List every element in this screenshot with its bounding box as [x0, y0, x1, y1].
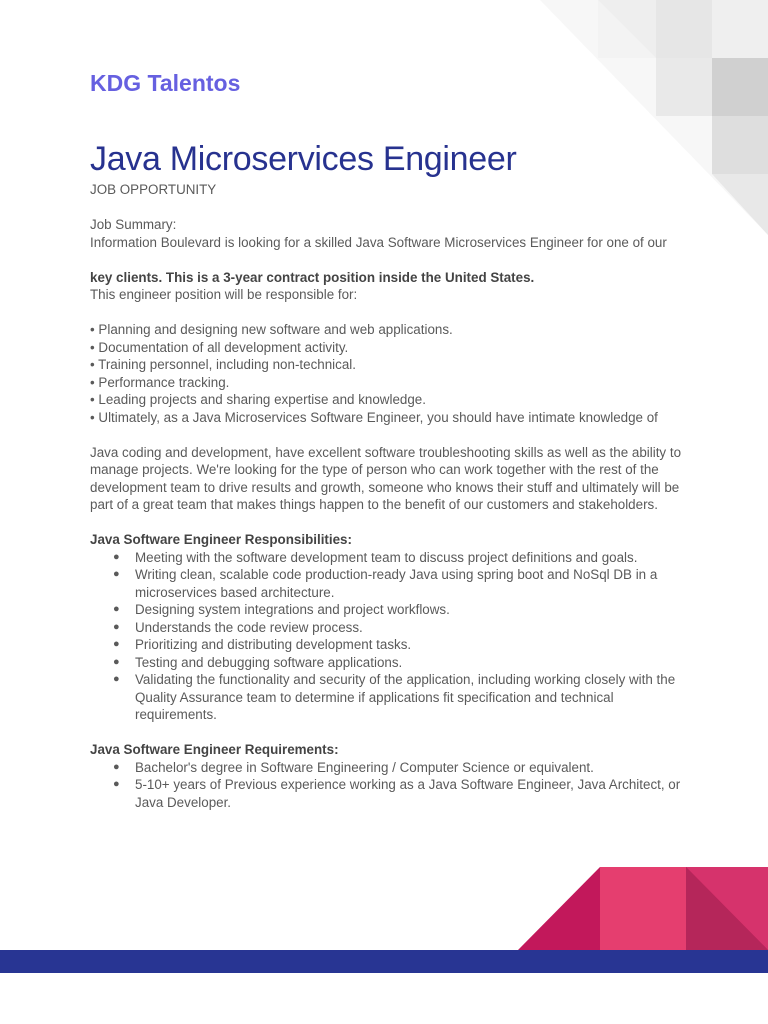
requirements-heading: Java Software Engineer Requirements: — [90, 742, 339, 757]
bottom-right-decoration — [0, 862, 768, 952]
duty-item: • Training personnel, including non-technical. — [90, 357, 356, 372]
responsibilities-heading: Java Software Engineer Responsibilities: — [90, 532, 352, 547]
list-item: ● Designing system integrations and project workflows. — [90, 601, 686, 619]
summary-intro: Information Boulevard is looking for a skilled Java Software Microservices Engineer for one of our — [90, 234, 667, 250]
summary-heading: Job Summary: — [90, 217, 177, 232]
duty-item: • Documentation of all development activity. — [90, 339, 349, 355]
list-item: ● Understands the code review process. — [90, 619, 686, 637]
footer-bar — [0, 950, 768, 973]
list-item: ● Writing clean, scalable code production-ready Java using spring boot and NoSql DB in a microservices based architecture. — [90, 566, 686, 601]
list-item: ● Bachelor's degree in Software Engineering / Computer Science or equivalent. — [90, 759, 686, 777]
list-item: ● Validating the functionality and security of the application, including working closely with the Quality Assurance team to determine if applications fit specification and technical requirements. — [90, 671, 686, 724]
list-item: ● Prioritizing and distributing development tasks. — [90, 636, 686, 654]
subtitle: JOB OPPORTUNITY — [90, 182, 217, 197]
list-item: ● Testing and debugging software applications. — [90, 654, 686, 672]
duty-item: • Ultimately, as a Java Microservices Software Engineer, you should have intimate knowledge of — [90, 409, 658, 425]
list-item: ● Meeting with the software development team to discuss project definitions and goals. — [90, 549, 686, 567]
responsibilities-list — [90, 549, 686, 724]
document-body — [90, 181, 686, 811]
description-paragraph: Java coding and development, have excellent software troubleshooting skills as well as the ability to manage projects. We're looking for the type of person who can work together with the rest of the development team to drive results and growth, someone who knows their stuff and ultimately will be part of a great team that makes things happen to the benefit of our customers and stakeholders. — [90, 444, 682, 512]
duty-item: • Leading projects and sharing expertise and knowledge. — [90, 392, 426, 407]
summary-responsible: This engineer position will be responsible for: — [90, 287, 358, 302]
requirements-list — [90, 759, 686, 812]
duty-item: • Planning and designing new software and web applications. — [90, 322, 453, 337]
brand-logo: KDG Talentos — [90, 70, 241, 96]
duty-item: • Performance tracking. — [90, 374, 230, 390]
list-item: ● 5-10+ years of Previous experience working as a Java Software Engineer, Java Architect, or Java Developer. — [90, 776, 686, 811]
summary-bold-line: key clients. This is a 3-year contract position inside the United States. — [90, 269, 535, 285]
page-title: Java Microservices Engineer — [90, 140, 517, 178]
